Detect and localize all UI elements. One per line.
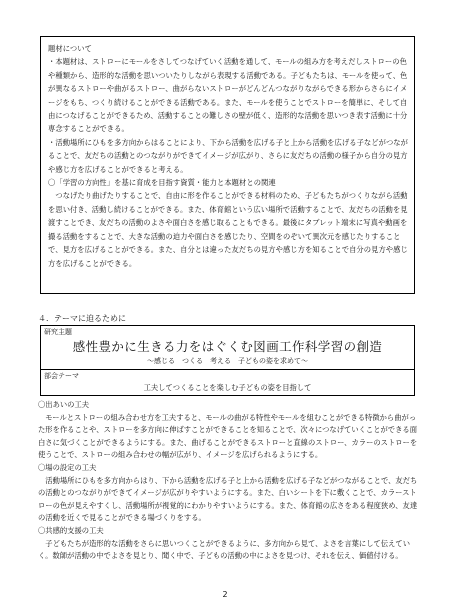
section-heading: ４．テーマに迫るために: [38, 314, 126, 323]
topic-paragraph-1: ・本題材は、ストローにモールをさしてつなげていく活動を通して、モールの組み方を考えだしストローの色や種類から、造形的な活動を思いついたりしながら表現する活動である。子どもたちは、モールを使って、色が異なるストローや曲がるストロー、曲がらないストローがどんどんつながりながらできる形からさらにイメージをもち、つくり続けることができる活動である。また、モールを使うことでストローを簡単に、そして自由につなげることができるため、活動することの難しさの壁が低く、造形的な活動を思いつき表す活動に十分専念することができる。: [48, 57, 408, 134]
topic-paragraph-2: ・活動場所にひもを多方向からはることにより、下から活動を広げる子と上から活動を広げる子などがつながることで、友だちの活動とのつながりができてイメージが広がり、さらに友だちの活動の様子から自分の見方や感じ方を広げることができると考える。: [48, 137, 408, 174]
setting-text: 活動場所にひもを多方向からはり、下から活動を広げる子と上から活動を広げる子などがつながることで、友だちの活動とのつながりができてイメージが広がりやすいようにする。また、白いシートを下に敷くことで、カラーストローの色が見えやすくし、活動場所が視覚的にわかりやすいようにする。また、体育館の広さをある程度狭め、友達の活動を近くで見ることができる場づくりをする。: [38, 475, 418, 523]
encounter-heading: 〇出あいの工夫: [38, 400, 90, 409]
research-theme-title: 感性豊かに生きる力をはぐくむ図画工作科学習の創造: [72, 339, 383, 354]
support-heading: 〇共感的支援の工夫: [38, 525, 104, 535]
topic-paragraph-3: 〇「学習の方向性」を基に育成を目指す資質・能力と本題材との関連: [48, 178, 276, 188]
topic-title: 題材について: [48, 44, 92, 53]
topic-paragraph-4: つなげたり曲げたりすることで、自由に形を作ることができる材料のため、子どもたちがつくりながら活動を思い付き、活動し続けることができる。また、体育館という広い場所で活動することで、友だちの活動を見渡すことでき、友だちの活動のよさや面白さを感じ取ることもできる。最後にタブレット端末に写真や動画を撮る活動をすることで、大きな活動の迫力や面白さを感じたり、空間をのぞいて異次元を感じたりすることで、見方を広げることができる。また、自分とは違った友だちの見方や感じ方を知ることで自分の見方や感じ方を広げることができる。: [48, 191, 408, 268]
research-theme-subtitle: ～感じる つくる 考える 子どもの姿を求めて～: [147, 357, 308, 365]
setting-heading: 〇場の設定の工夫: [38, 462, 97, 472]
approach-body: [38, 399, 418, 563]
bukai-theme-text: 工夫してつくることを楽しむ子どもの姿を目指して: [143, 383, 312, 392]
encounter-text: モールとストローの組み合わせ方を工夫すると、モールの曲がる特性やモールを組むことができる特徴から曲がった形を作ることや、ストローを多方向に伸ばすことができることを知ることで、次々につなげていくことができる面白さに気づくことができるようにする。また、曲げることができるストローと直線のストロー、カラーのストローを使うことで、ストローの組み合わせの幅が広がり、イメージを広げられるようにする。: [38, 412, 418, 460]
research-theme-label: 研究主題: [44, 328, 72, 336]
page-number: 2: [222, 590, 228, 599]
research-theme-box: [40, 325, 415, 370]
bukai-theme-box: [40, 370, 415, 396]
bukai-theme-label: 部会テーマ: [44, 372, 79, 380]
support-text: 子どもたちが造形的な活動をさらに思いつくことができるように、多方向から見て、よさを言葉にして伝えていく。数師が活動の中でよさを見とり、聞く中で、子どもの活動の中によさを見つけ、それを伝え、価値付ける。: [38, 538, 410, 561]
topic-box: [40, 36, 415, 294]
